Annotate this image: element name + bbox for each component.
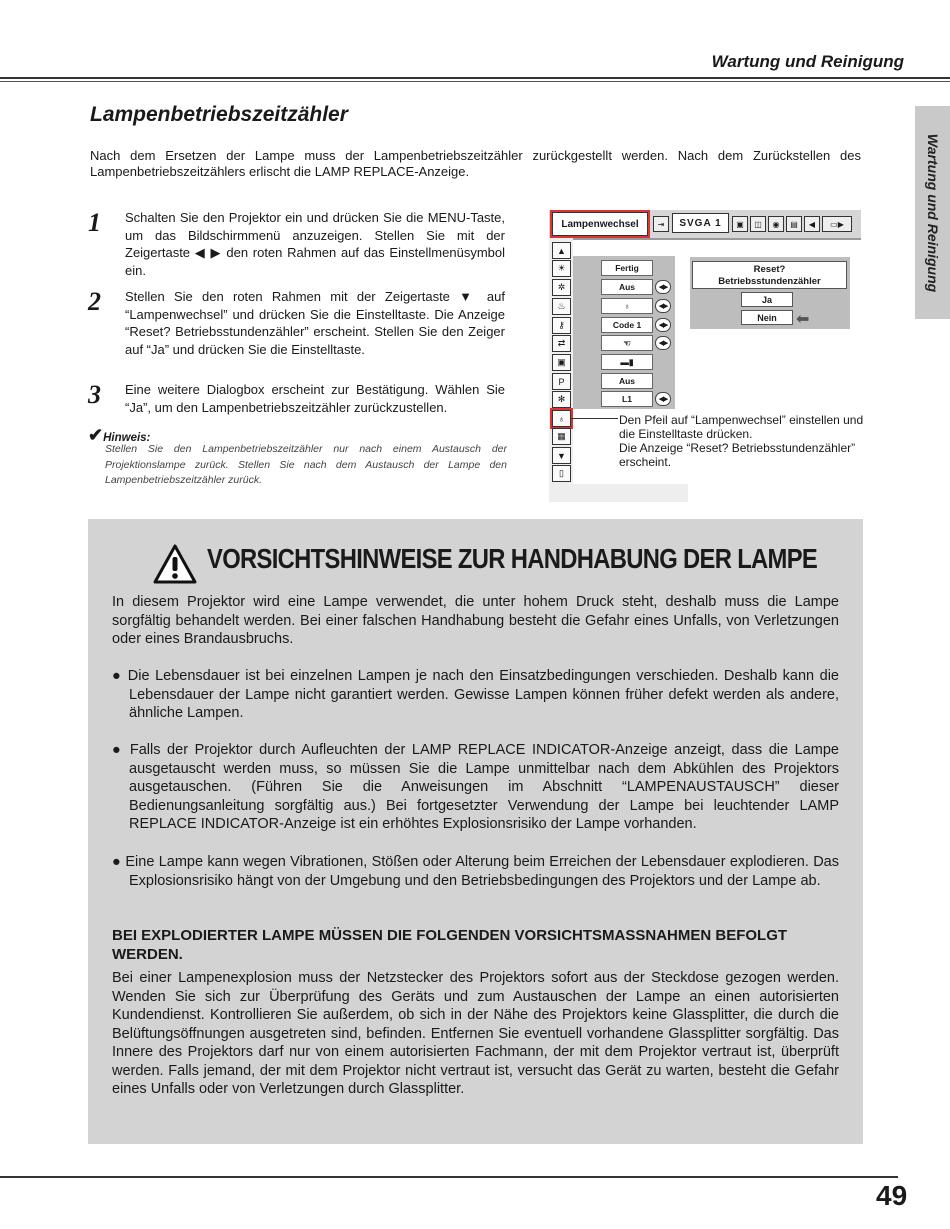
caution-intro: In diesem Projektor wird eine Lampe verwendet, die unter hohem Druck steht, deshalb muss die Lampe sorgfältig behandelt werden. Bei einer falschen Handhabung besteht die Gefahr eines Unfalls, von Verletzungen oder eines Brandausbruchs. [112, 594, 839, 647]
step-text: Schalten Sie den Projektor ein und drücken Sie die MENU-Taste, um das Bildschirmmenü anzuzeigen. Stellen Sie mit der Zeigertaste ◀ ▶ den roten Rahmen auf das Einstellmenüsymbol ein. [125, 210, 505, 278]
fan-icon: ✲ [552, 279, 571, 296]
fan-speed-icon: ✻ [552, 391, 571, 408]
osd-value: Code 1 [601, 317, 653, 333]
caution-bullet-text: Eine Lampe kann wegen Vibrationen, Stößen oder Alterung beim Erreichen der Lebensdauer explodieren. Das Explosionsrisiko hängt von der Umgebung und den Betriebsbedingungen des Projektors und der Lampe ab. [125, 854, 839, 889]
osd-selected-item: Lampenwechsel [552, 212, 648, 236]
header-rule-thin [0, 81, 950, 82]
input-icon: ⇥ [653, 216, 669, 232]
bulb-icon: ♨ [552, 298, 571, 315]
left-right-arrows-icon: ◀▶ [655, 280, 671, 294]
left-right-arrows-icon: ◀▶ [655, 299, 671, 313]
step-text: Eine weitere Dialogbox erscheint zur Bestätigung. Wählen Sie “Ja”, um den Lampenbetriebszeitzähler zurückzustellen. [125, 382, 505, 415]
up-arrow-icon: ▲ [552, 242, 571, 259]
step-number: 1 [88, 208, 101, 237]
osd-value: L1 [601, 391, 653, 407]
lock-icon: ▣ [552, 354, 571, 371]
down-arrow-icon: ▼ [552, 447, 571, 464]
osd-bottom-pane [549, 484, 688, 502]
pin-icon: P [552, 373, 571, 390]
osd-source: SVGA 1 [672, 213, 729, 233]
osd-value-hand [601, 335, 653, 351]
left-right-arrows-icon: ◀▶ [655, 318, 671, 332]
pointer-arrow-icon: ⬅ [796, 311, 810, 328]
small-bulb-icon: ♁ [623, 301, 631, 311]
caution-subheading: BEI EXPLODIERTER LAMPE MÜSSEN DIE FOLGENDEN VORSICHTSMASSNAHMEN BEFOLGT WERDEN. [112, 927, 788, 963]
setting-icon: ▭▶ [822, 216, 852, 232]
header-rule [0, 77, 950, 79]
caution-bullet-text: Falls der Projektor durch Aufleuchten der LAMP REPLACE INDICATOR-Anzeige anzeigt, dass die Lampe ausgetauscht werden muss, so müssen Sie die Lampe unmittelbar nach dem Abkühlen des Projektors ausgetauschen. (Führen Sie die Anweisungen im Abschnitt “LAMPENAUSTAUSCH” dieser Bedienungsanleitung sorgfältig aus.) Bei fortgesetzter Verwendung der Lampe bei leuchtender LAMP REPLACE INDICATOR-Anzeige ist ein erhöhtes Explosionsrisiko der Lampe vorhanden. [129, 742, 839, 832]
caution-bullet: ● Falls der Projektor durch Aufleuchten der LAMP REPLACE INDICATOR-Anzeige anzeigt, dass die Lampe ausgetauscht werden muss, so müssen Sie die Lampe unmittelbar nach dem Abkühlen des Projektors ausgetauschen. (Führen Sie die Anweisungen im Abschnitt “LAMPENAUSTAUSCH” dieser Bedienungsanleitung sorgfältig aus.) Bei fortgesetzter Verwendung der Lampe bei leuchtender LAMP REPLACE INDICATOR-Anzeige ist ein erhöhtes Explosionsrisiko der Lampe vorhanden. [112, 742, 839, 832]
step-text: Stellen Sie den roten Rahmen mit der Zeigertaste ▼ auf “Lampenwechsel” und drücken Sie die Einstelltaste. Die Anzeige “Reset? Betriebsstundenzähler” erscheint. Stellen Sie den Zeiger auf “Ja” und drücken Sie die Einstelltaste. [125, 289, 505, 357]
caution-title: VORSICHTSHINWEISE ZUR HANDHABUNG DER LAMPE [207, 543, 818, 574]
caution-bullet: ● Eine Lampe kann wegen Vibrationen, Stößen oder Alterung beim Erreichen der Lebensdauer explodieren. Das Explosionsrisiko hängt von der Umgebung und den Betriebsbedingungen des Projektors und der Lampe ab. [112, 854, 839, 889]
reset-dialog-heading: Reset? [753, 264, 786, 275]
section-intro: Nach dem Ersetzen der Lampe muss der Lampenbetriebszeitzähler zurückgestellt werden. Nach dem Zurückstellen des Lampenbetriebszeitzählers erlischt die LAMP REPLACE-Anzeige. [90, 148, 861, 179]
checkmark-icon: ✔ [88, 425, 104, 445]
screen-icon: ▣ [732, 216, 748, 232]
step-number: 2 [88, 287, 101, 316]
step-number: 3 [88, 380, 101, 409]
osd-value: Aus [601, 279, 653, 295]
filter-icon: ▦ [552, 428, 571, 445]
footer-rule [0, 1176, 898, 1178]
reset-dialog-subheading: Betriebsstundenzähler [718, 276, 821, 287]
hint-text: Stellen Sie den Lampenbetriebszeitzähler nur nach einem Austausch der Projektionslampe zurück. Stellen Sie nach dem Austausch der Lampe den Lampenbetriebszeitzähler zurück. [105, 443, 507, 486]
yes-button[interactable]: Ja [741, 292, 793, 307]
callout-text: Den Pfeil auf “Lampenwechsel” einstellen und die Einstelltaste drücken. Die Anzeige “Reset? Betriebsstundenzähler” erscheint. [619, 413, 864, 469]
osd-value: Fertig [601, 260, 653, 276]
osd-value-bulb [601, 298, 653, 314]
sound-icon: ◀ [804, 216, 820, 232]
reset-dialog-title [692, 261, 847, 289]
warning-icon [153, 544, 197, 584]
no-button[interactable]: Nein [741, 310, 793, 325]
page-number: 49 [876, 1180, 908, 1211]
callout-leader [570, 418, 618, 419]
adjust-icon: ▤ [786, 216, 802, 232]
hand-icon: ☜ [623, 337, 631, 348]
left-right-arrows-icon: ◀▶ [655, 392, 671, 406]
lamp-replace-icon: ♁ [552, 410, 571, 427]
color-icon: ◉ [768, 216, 784, 232]
image-icon: ◫ [750, 216, 766, 232]
exit-icon: ▯ [552, 465, 571, 482]
projector-icon: ▬▮ [620, 356, 634, 367]
osd-value: Aus [601, 373, 653, 389]
side-thumb-tab [915, 106, 950, 319]
section-title: Lampenbetriebszeitzähler [90, 103, 348, 126]
caution-bullet: ● Die Lebensdauer ist bei einzelnen Lampen je nach den Einsatzbedingungen verschieden. Deshalb kann die Lebensdauer der Lampe nicht garantiert werden. Gewisse Lampen können früher defekt werden als andere, ähnliche Lampen. [112, 668, 839, 721]
usb-icon: ⇄ [552, 335, 571, 352]
key-icon: ⚷ [552, 317, 571, 334]
side-tab-label: Wartung und Reinigung [924, 133, 941, 292]
caution-bullet-text: Die Lebensdauer ist bei einzelnen Lampen je nach den Einsatzbedingungen verschieden. Deshalb kann die Lebensdauer der Lampe nicht garantiert werden. Gewisse Lampen können früher defekt werden als andere, ähnliche Lampen. [127, 668, 839, 721]
hint-label-text: Hinweis: [103, 432, 151, 444]
running-header: Wartung und Reinigung [711, 52, 904, 71]
caution-body: Bei einer Lampenexplosion muss der Netzstecker des Projektors sofort aus der Steckdose gezogen werden. Wenden Sie sich zur Überprüfung des Geräts und zum Austauschen der Lampe an einen autorisierten Kundendienst. Kontrollieren Sie außerdem, ob sich in der Nähe des Projektors keine Glassplitter, die durch die Belüftungsöffnungen ausgetreten sind, befinden. Entfernen Sie eventuell vorhandene Glassplitter sorgfältig. Das Innere des Projektors darf nur von einem autorisierten Fachmann, der mit dem Projektor vertraut ist, überprüft werden. Falls jemand, der mit dem Projektor nicht vertraut ist, versucht das Gerät zu warten, besteht die Gefahr eines Unfalls oder von Verletzungen durch Glassplitter. [112, 970, 839, 1097]
left-right-arrows-icon: ◀▶ [655, 336, 671, 350]
osd-value-projector [601, 354, 653, 370]
lamp-icon: ☀ [552, 260, 571, 277]
